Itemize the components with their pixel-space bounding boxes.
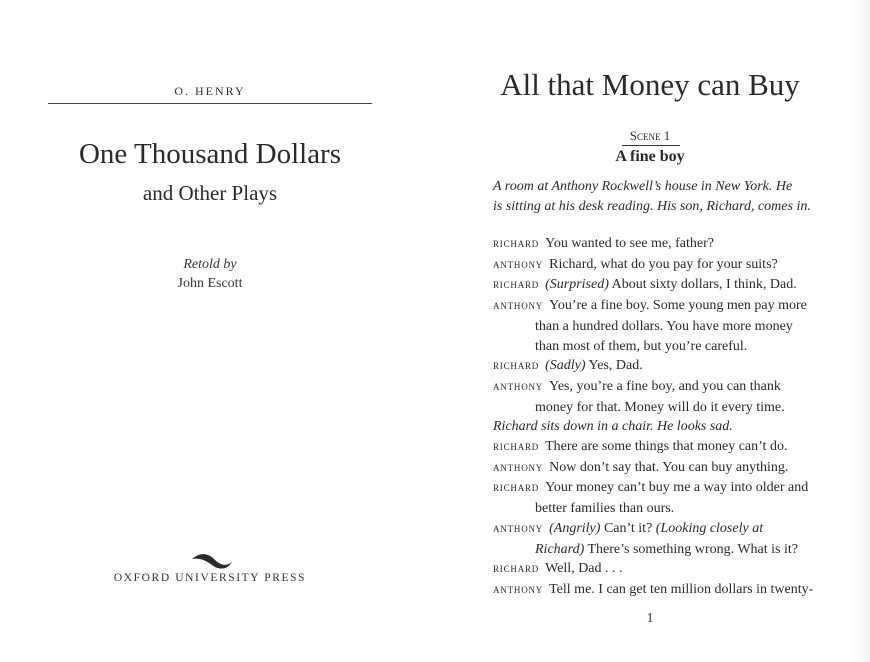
dialogue-line [493,437,870,458]
stage-direction: (Looking closely at [655,520,764,536]
speaker-name: ANTHONY [493,523,544,534]
publisher-wave-logo-icon [190,550,234,574]
dialogue-text: Now don’t say that. You can buy anything. [549,459,789,475]
dialogue-text: Richard, what do you pay for your suits? [549,256,778,272]
book-title: One Thousand Dollars [78,138,342,170]
dialogue-text: You’re a fine boy. Some young men pay more [549,298,807,314]
dialogue-continuation: than a hundred dollars. You have more money [535,318,793,334]
dialogue-text: About sixty dollars, I think, Dad. [611,277,797,293]
chapter-title: All that Money can Buy [500,67,800,102]
left-page [0,0,430,662]
speaker-name: RICHARD [493,361,540,372]
dialogue-text: Tell me. I can get ten million dollars in twenty- [549,581,814,597]
dialogue-continuation [493,540,870,560]
speaker-name: RICHARD [493,442,540,453]
opening-stage-direction [493,177,870,217]
stage-direction: Richard) [535,541,585,557]
dialogue-line [493,255,870,276]
speaker-name: RICHARD [493,239,540,249]
dialogue-text: Can’t it? [603,520,653,536]
retold-by-label: Retold by [183,257,237,272]
dialogue-line [493,519,870,540]
dialogue-line [493,356,870,377]
dialogue-continuation: than most of them, but you’re careful. [535,338,748,354]
page-edge-shadow [852,0,870,662]
dialogue-line [493,234,870,255]
stage-direction-line: is sitting at his desk reading. His son, Richard, comes in. [493,199,811,214]
dialogue-text: Yes, Dad. [588,358,643,374]
dialogue-line [493,559,870,580]
publisher-name: OXFORD UNIVERSITY PRESS [113,572,307,584]
speaker-name: ANTHONY [493,301,544,312]
speaker-name: RICHARD [493,564,540,575]
scene-divider [622,145,680,146]
stage-direction: (Angrily) [549,520,601,536]
dialogue-line [493,458,870,479]
author-name: O. HENRY [174,84,246,98]
dialogue-line [493,377,870,398]
speaker-name: ANTHONY [493,381,544,392]
page-number: 1 [646,611,654,626]
right-page [430,0,870,662]
dialogue-line [493,275,870,296]
dialogue-line [493,296,870,317]
dialogue-continuation: money for that. Money will do it every time. [535,399,785,415]
speaker-name: RICHARD [493,483,540,494]
stage-direction-line: A room at Anthony Rockwell’s house in New York. He [493,179,793,194]
play-script [493,234,870,601]
scene-label: Scene 1 [629,128,671,143]
reteller-name: John Escott [177,276,243,291]
dialogue-line [493,478,870,499]
dialogue-text: Well, Dad . . . [545,561,623,577]
stage-direction-line: Richard sits down in a chair. He looks sad. [493,419,733,435]
dialogue-continuation: better families than ours. [535,501,675,517]
dialogue-text: Your money can’t buy me a way into older and [545,480,809,496]
book-subtitle: and Other Plays [142,181,278,205]
author-divider [48,103,372,104]
dialogue-text: There’s something wrong. What is it? [587,541,798,557]
dialogue-text: You wanted to see me, father? [545,236,714,251]
dialogue-text: There are some things that money can’t do. [545,439,788,455]
stage-direction: (Sadly) [545,358,586,374]
stage-direction: (Surprised) [545,277,609,293]
speaker-name: ANTHONY [493,462,544,473]
dialogue-line [493,580,870,601]
speaker-name: ANTHONY [493,259,544,270]
dialogue-text: Yes, you’re a fine boy, and you can thank [549,378,781,394]
scene-title: A fine boy [615,148,685,165]
speaker-name: ANTHONY [493,584,544,595]
speaker-name: RICHARD [493,280,540,291]
